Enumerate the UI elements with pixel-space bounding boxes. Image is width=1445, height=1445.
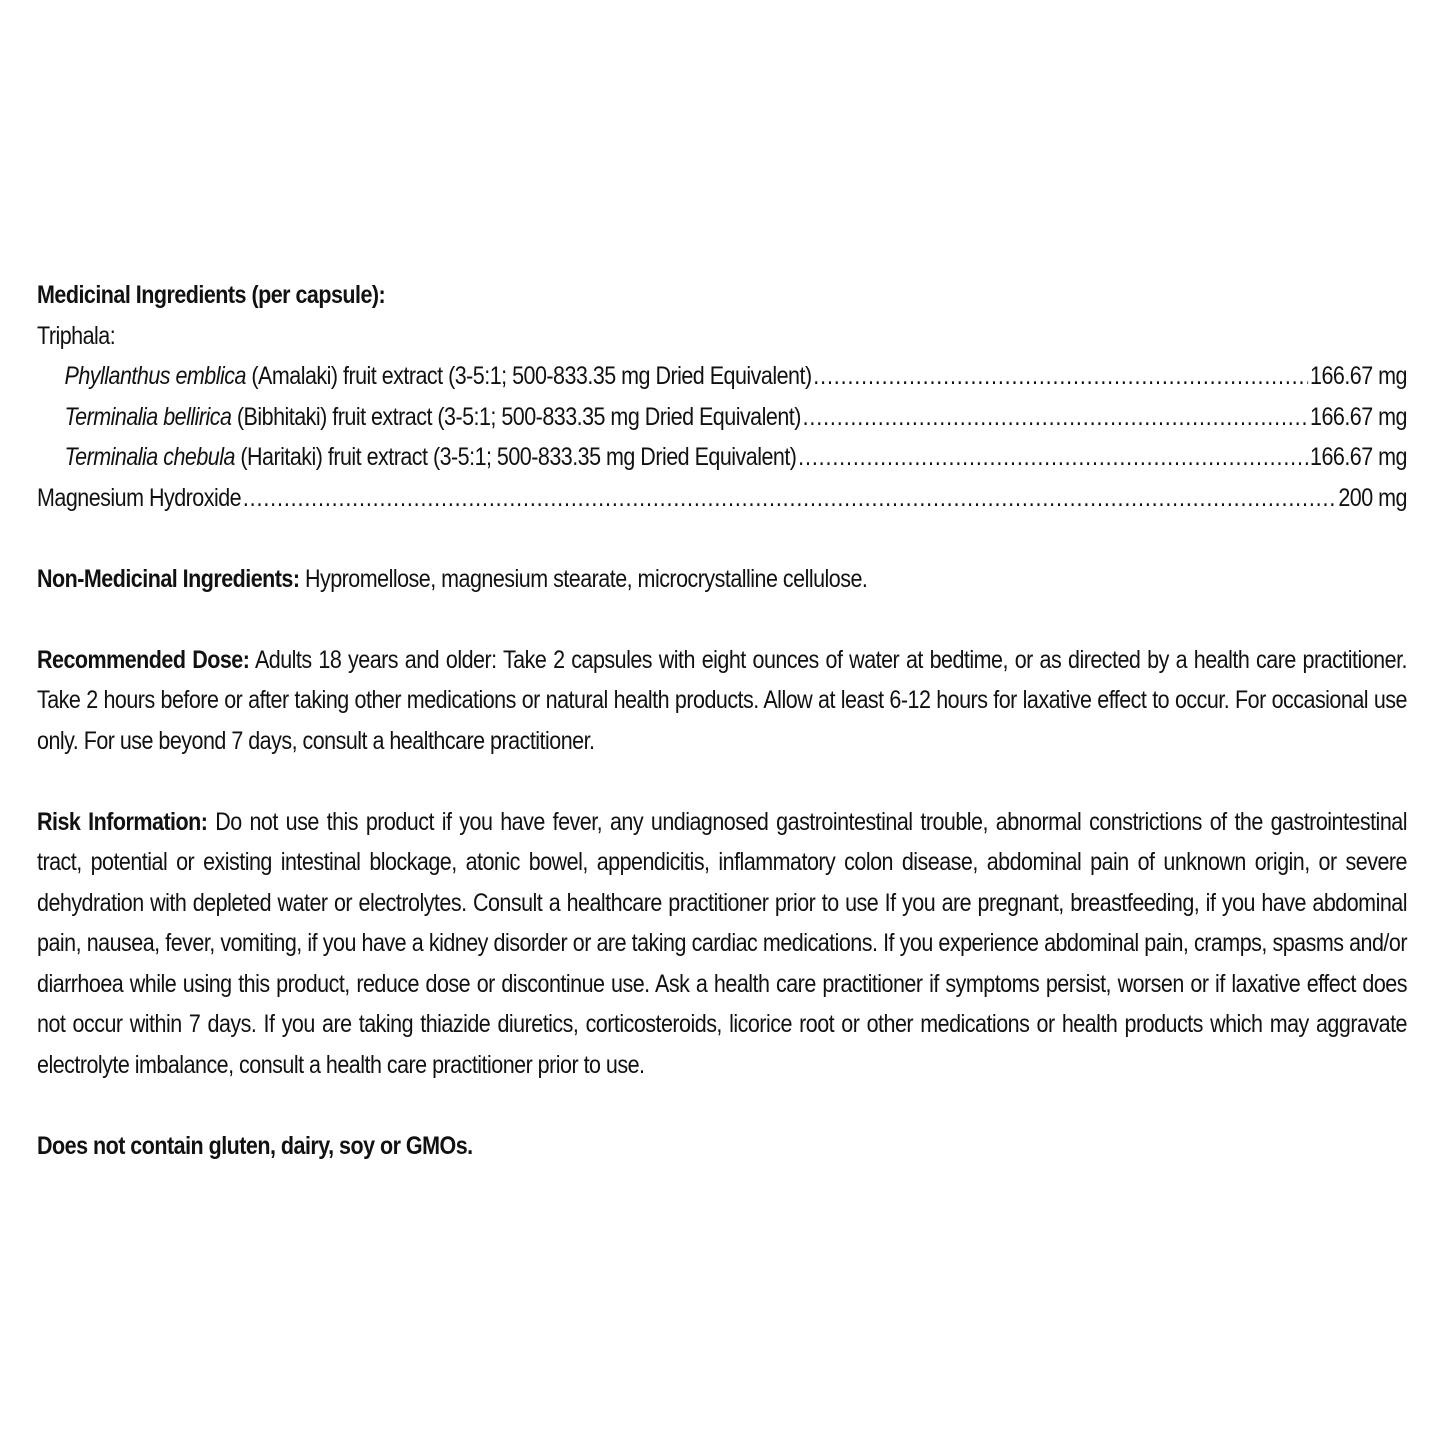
ingredient-amount: 166.67 mg xyxy=(1310,362,1407,390)
ingredient-name xyxy=(65,397,801,438)
ingredient-amount: 166.67 mg xyxy=(1310,402,1407,431)
spacer xyxy=(37,1085,1407,1126)
ingredient-row xyxy=(37,356,1407,397)
dot-leader xyxy=(803,397,1309,438)
ingredient-description: (Bibhitaki) fruit extract (3-5:1; 500-833.35 mg Dried Equivalent) xyxy=(231,402,801,431)
supplement-label xyxy=(37,275,1407,1166)
dot-leader xyxy=(813,356,1308,397)
spacer xyxy=(37,599,1407,640)
dot-leader xyxy=(243,478,1337,519)
triphala-label: Triphala: xyxy=(37,321,116,350)
risk-information xyxy=(37,802,1407,1086)
ingredient-description: (Amalaki) fruit extract (3-5:1; 500-833.35 mg Dried Equivalent) xyxy=(245,362,812,390)
recommended-dose-heading: Recommended Dose: xyxy=(37,645,250,674)
ingredient-latin-name: Terminalia chebula xyxy=(64,443,235,471)
ingredient-name xyxy=(65,356,812,397)
ingredient-latin-name: Phyllanthus emblica xyxy=(64,362,246,390)
non-medicinal-text: Hypromellose, magnesium stearate, microcrystalline cellulose. xyxy=(299,564,868,593)
non-medicinal-heading: Non-Medicinal Ingredients: xyxy=(37,564,300,593)
ingredient-amount: 200 mg xyxy=(1338,483,1407,512)
non-medicinal-ingredients xyxy=(37,559,1407,600)
ingredient-description: (Haritaki) fruit extract (3-5:1; 500-833.35 mg Dried Equivalent) xyxy=(234,443,797,471)
ingredient-name xyxy=(65,437,797,478)
risk-information-heading: Risk Information: xyxy=(37,807,208,836)
spacer xyxy=(37,761,1407,802)
ingredient-row xyxy=(37,437,1407,478)
dot-leader xyxy=(798,437,1308,478)
ingredient-row xyxy=(37,397,1407,438)
allergen-statement: Does not contain gluten, dairy, soy or GMOs. xyxy=(37,1131,473,1160)
risk-information-text: Do not use this product if you have fever, any undiagnosed gastrointestinal trouble, abnormal constrictions of the gastrointestinal tract, potential or existing intestinal blockage, atonic bowel, appendicitis, inflammatory colon disease, abdominal pain of unknown origin, or severe dehydration with depleted water or electrolytes. Consult a healthcare practitioner prior to use If you are pregnant, breastfeeding, if you have abdominal pain, nausea, fever, vomiting, if you have a kidney disorder or are taking cardiac medications. If you experience abdominal pain, cramps, spasms and/or diarrhoea while using this product, reduce dose or discontinue use. Ask a health care practitioner if symptoms persist, worsen or if laxative effect does not occur within 7 days. If you are taking thiazide diuretics, corticosteroids, licorice root or other medications or health products which may aggravate electrolyte imbalance, consult a health care practitioner prior to use. xyxy=(37,807,1407,1079)
ingredient-row-magnesium xyxy=(37,478,1407,519)
recommended-dose-text: Adults 18 years and older: Take 2 capsules with eight ounces of water at bedtime, or as directed by a health care practitioner. Take 2 hours before or after taking other medications or natural health products. Allow at least 6-12 hours for laxative effect to occur. For occasional use only. For use beyond 7 days, consult a healthcare practitioner. xyxy=(37,645,1407,755)
spacer xyxy=(37,518,1407,559)
medicinal-ingredients-heading: Medicinal Ingredients (per capsule): xyxy=(37,281,386,309)
recommended-dose xyxy=(37,640,1407,762)
ingredient-amount: 166.67 mg xyxy=(1310,443,1407,471)
ingredient-latin-name: Terminalia bellirica xyxy=(64,402,232,431)
ingredient-name: Magnesium Hydroxide xyxy=(37,483,242,512)
